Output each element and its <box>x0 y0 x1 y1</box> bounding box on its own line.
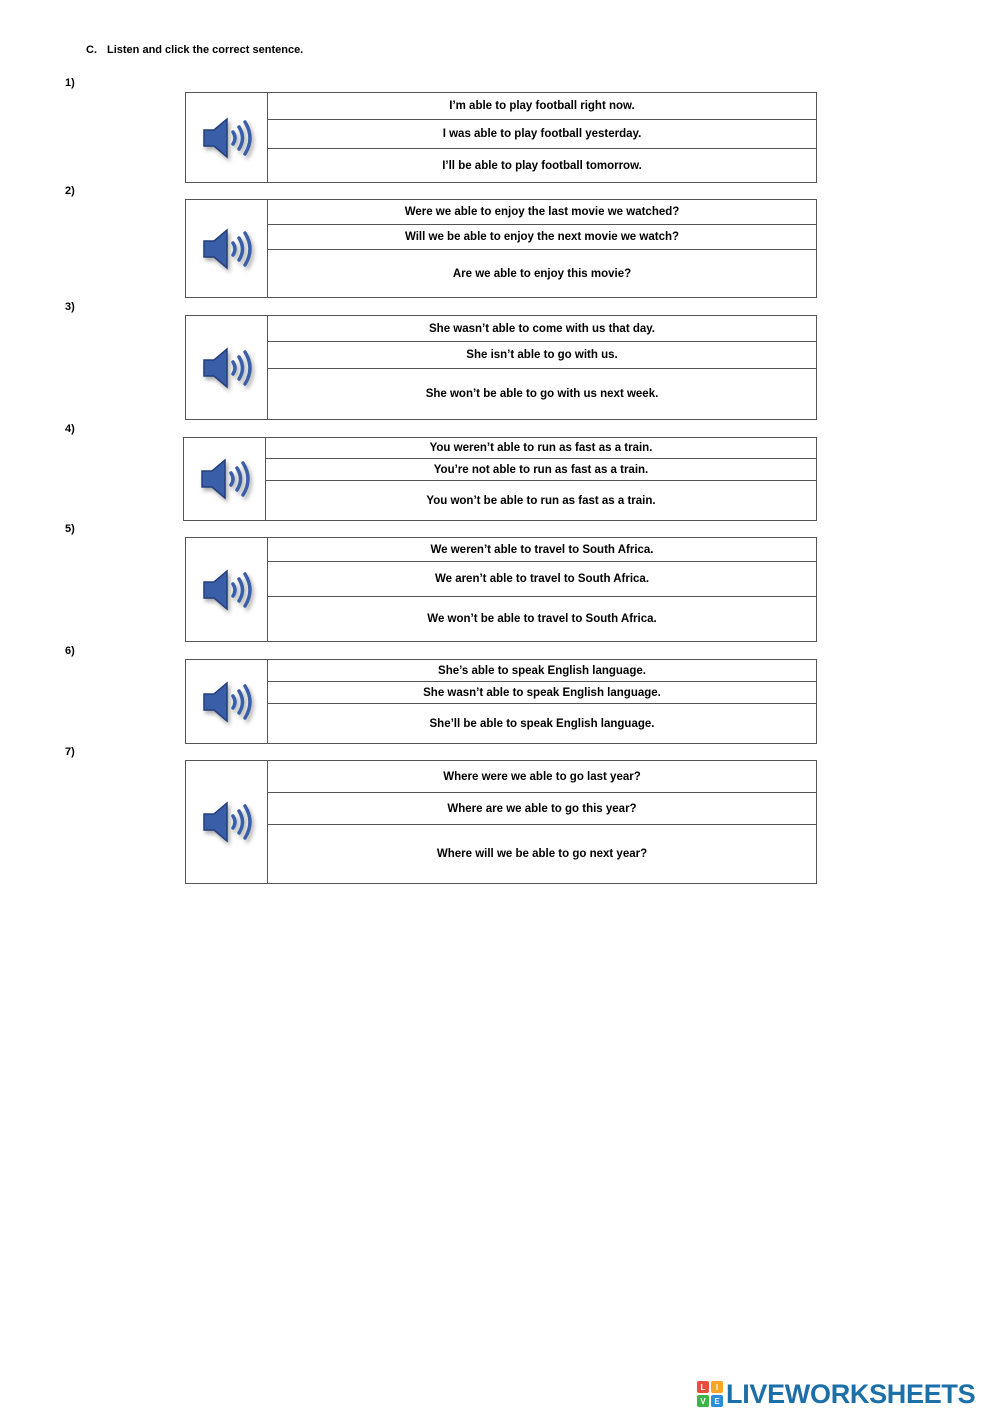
speaker-volume-icon[interactable] <box>200 113 254 163</box>
answer-option[interactable]: Will we be able to enjoy the next movie we watch? <box>268 225 816 250</box>
answer-option[interactable]: She wasn’t able to come with us that day. <box>268 316 816 342</box>
logo-letter: L <box>697 1381 709 1393</box>
speaker-button[interactable] <box>186 761 268 883</box>
question-box <box>185 659 817 744</box>
liveworksheets-logo <box>697 1379 975 1409</box>
logo-mark <box>697 1381 723 1407</box>
speaker-volume-icon[interactable] <box>200 565 254 615</box>
answer-option[interactable]: You won’t be able to run as fast as a train. <box>426 494 656 507</box>
question-box <box>185 92 817 183</box>
question-number: 6) <box>65 645 75 657</box>
answer-option[interactable]: Where are we able to go this year? <box>268 793 816 825</box>
answer-option[interactable]: I was able to play football yesterday. <box>268 120 816 149</box>
question-number: 2) <box>65 185 75 197</box>
speaker-volume-icon[interactable] <box>200 343 254 393</box>
answer-option[interactable]: We weren’t able to travel to South Africa. <box>268 538 816 562</box>
speaker-volume-icon[interactable] <box>198 454 252 504</box>
question-number: 3) <box>65 301 75 313</box>
speaker-button[interactable] <box>186 200 268 297</box>
speaker-volume-icon[interactable] <box>200 797 254 847</box>
logo-letter: V <box>697 1395 709 1407</box>
answer-option[interactable]: We aren’t able to travel to South Africa. <box>268 562 816 597</box>
answer-option[interactable]: Where will we be able to go next year? <box>436 848 648 860</box>
answer-options <box>268 761 816 883</box>
answer-option[interactable]: She isn’t able to go with us. <box>268 342 816 369</box>
answer-option[interactable]: Were we able to enjoy the last movie we watched? <box>268 200 816 225</box>
speaker-button[interactable] <box>186 660 268 743</box>
logo-letter: E <box>711 1395 723 1407</box>
question-box <box>185 199 817 298</box>
logo-letter: I <box>711 1381 723 1393</box>
answer-option[interactable]: She’ll be able to speak English language. <box>429 717 655 730</box>
question-number: 5) <box>65 523 75 535</box>
answer-options <box>268 93 816 182</box>
speaker-button[interactable] <box>186 316 268 419</box>
speaker-button[interactable] <box>184 438 266 520</box>
answer-option[interactable]: I’m able to play football right now. <box>268 93 816 120</box>
question-number: 1) <box>65 77 75 89</box>
question-number: 4) <box>65 423 75 435</box>
speaker-button[interactable] <box>186 93 268 182</box>
question-box <box>185 537 817 642</box>
answer-option[interactable]: She wasn’t able to speak English language. <box>268 682 816 704</box>
answer-option[interactable]: Are we able to enjoy this movie? <box>452 267 632 280</box>
answer-option[interactable]: You’re not able to run as fast as a train. <box>266 459 816 481</box>
instruction-heading <box>86 44 303 56</box>
instruction-letter: C. <box>86 44 97 56</box>
instruction-text: Listen and click the correct sentence. <box>107 44 304 56</box>
brand-name: LIVEWORKSHEETS <box>726 1378 976 1409</box>
answer-option[interactable]: I’ll be able to play football tomorrow. <box>442 159 642 172</box>
speaker-volume-icon[interactable] <box>200 224 254 274</box>
answer-option[interactable]: She’s able to speak English language. <box>268 660 816 682</box>
question-number: 7) <box>65 746 75 758</box>
answer-option[interactable]: She won’t be able to go with us next week. <box>425 388 659 400</box>
answer-options <box>268 316 816 419</box>
answer-option[interactable]: We won’t be able to travel to South Africa. <box>427 613 657 625</box>
speaker-button[interactable] <box>186 538 268 641</box>
question-box <box>183 437 817 521</box>
answer-options <box>268 538 816 641</box>
answer-options <box>268 660 816 743</box>
question-box <box>185 315 817 420</box>
speaker-volume-icon[interactable] <box>200 677 254 727</box>
answer-options <box>268 200 816 297</box>
answer-option[interactable]: Where were we able to go last year? <box>268 761 816 793</box>
answer-options <box>266 438 816 520</box>
answer-option[interactable]: You weren’t able to run as fast as a train. <box>266 438 816 459</box>
question-box <box>185 760 817 884</box>
